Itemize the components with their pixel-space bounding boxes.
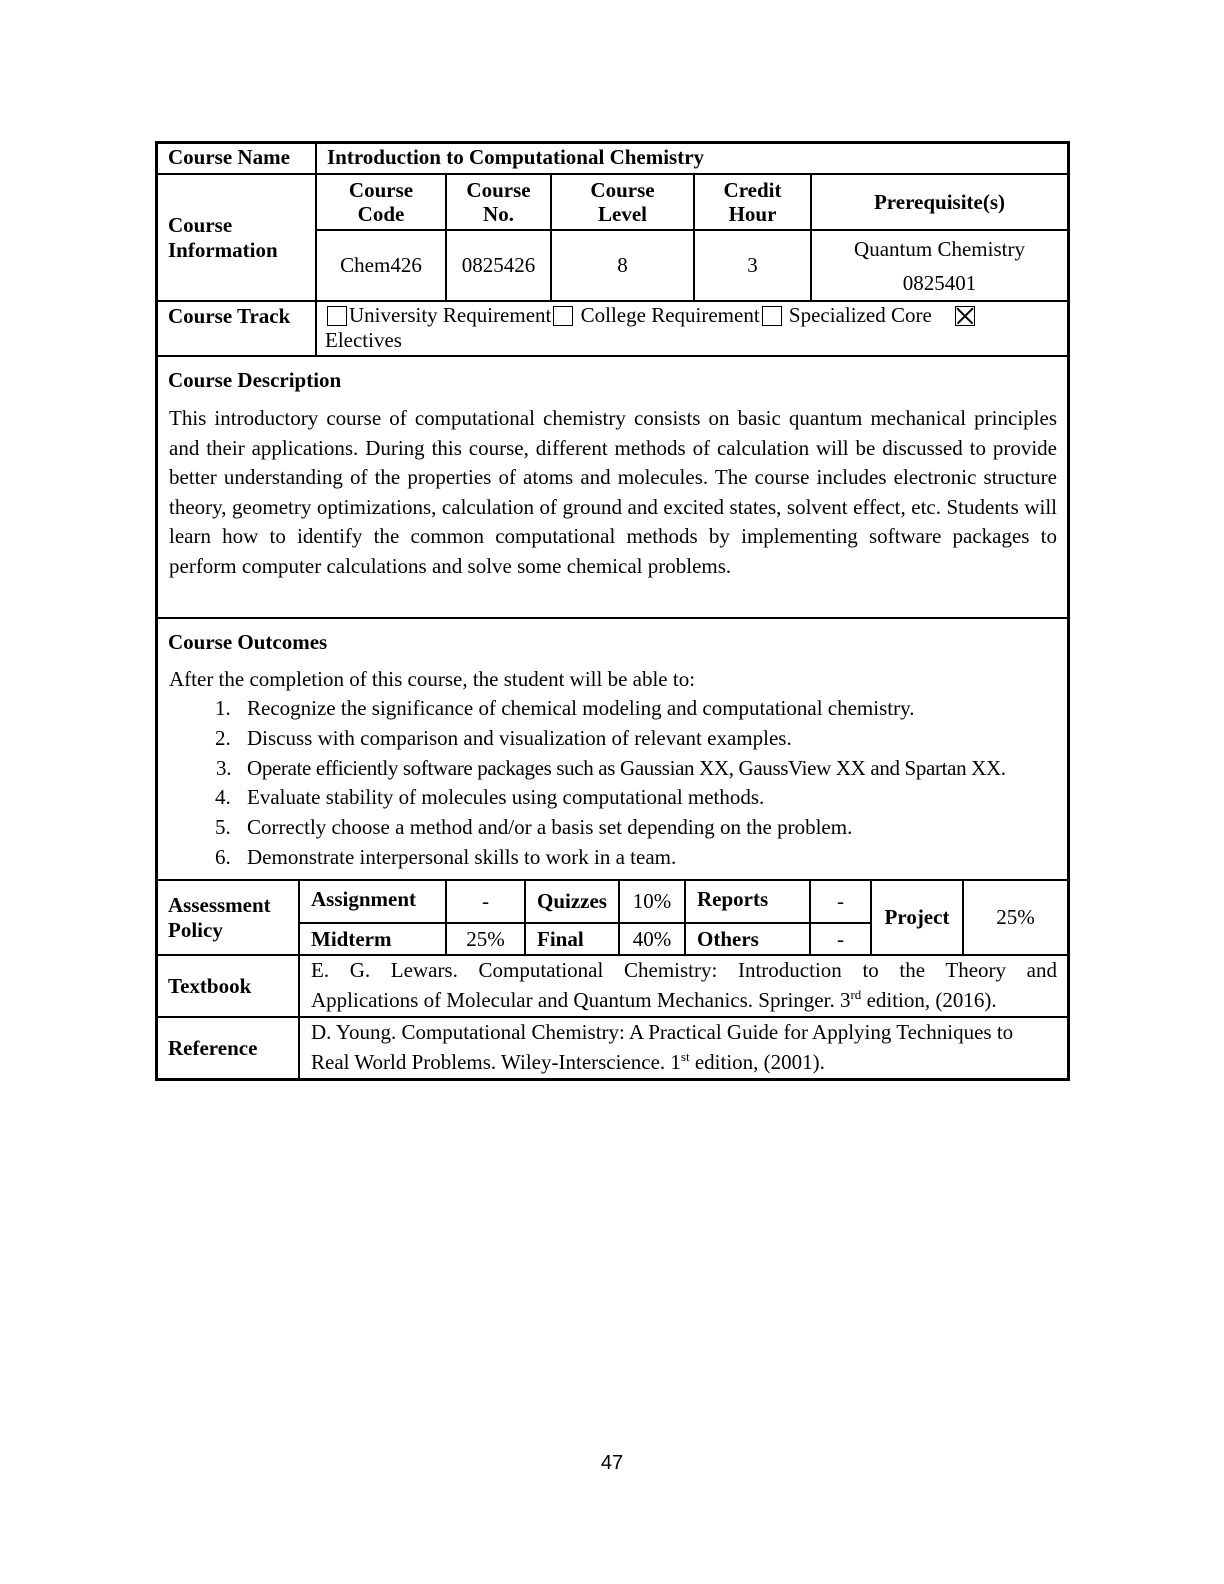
course-description-text: This introductory course of computational chemistry consists on basic quantum mechanical principles and their applications. During this course, different methods of calculation will be discussed to provide better understanding of the properties of atoms and molecules. The course includes electronic structure theory, geometry optimizations, calculation of ground and excited states, solvent effect, etc. Students will learn how to identify the common computational methods by implementing software packages to perform computer calculations and solve some chemical problems. — [169, 406, 1057, 578]
university-requirement-label: University Requirement — [349, 303, 552, 327]
outcome-item: 2. Discuss with comparison and visualization of relevant examples. — [236, 724, 1067, 754]
outcome-item: 4. Evaluate stability of molecules using computational methods. — [236, 783, 1067, 813]
textbook-line-2-text: Applications of Molecular and Quantum Mechanics. Springer. 3 — [311, 987, 851, 1012]
course-name-label: Course Name — [158, 144, 317, 173]
textbook-edition-superscript: rd — [850, 986, 862, 1002]
outcome-item: 1. Recognize the significance of chemical modeling and computational chemistry. — [236, 694, 1067, 724]
assessment-policy-row — [158, 879, 1067, 954]
reference-line-2-text: Real World Problems. Wiley-Interscience. 1 — [311, 1049, 681, 1074]
header-course-level-l2: Level — [598, 202, 647, 226]
course-description-heading: Course Description — [168, 368, 342, 392]
credit-hour-value: 3 — [695, 231, 812, 300]
reference-line-1: D. Young. Computational Chemistry: A Practical Guide for Applying Techniques to — [311, 1020, 1014, 1044]
course-outcomes-intro: After the completion of this course, the student will be able to: — [169, 667, 696, 691]
course-no-value: 0825426 — [447, 231, 552, 300]
course-info-values — [317, 231, 1067, 300]
course-outcomes-list — [158, 694, 1067, 873]
header-course-code — [317, 175, 447, 229]
midterm-value: 25% — [447, 924, 526, 954]
others-value: - — [837, 926, 844, 951]
midterm-label: Midterm — [300, 924, 447, 954]
course-info-label — [158, 175, 317, 300]
course-outcomes-heading: Course Outcomes — [168, 630, 328, 654]
prerequisite-course-name: Quantum Chemistry — [854, 236, 1025, 261]
university-requirement-checkbox[interactable] — [327, 306, 347, 326]
header-course-no-l2: No. — [483, 202, 514, 226]
assignment-value: - — [447, 881, 526, 922]
project-value: 25% — [996, 905, 1035, 929]
assessment-row-1 — [300, 881, 870, 924]
prerequisite-course-number: 0825401 — [902, 270, 977, 295]
electives-label: Electives — [325, 328, 402, 352]
course-info-label-line2: Information — [168, 237, 278, 262]
reference-label: Reference — [158, 1018, 300, 1078]
outcome-item: 5. Correctly choose a method and/or a basis set depending on the problem. — [236, 813, 1067, 843]
textbook-label: Textbook — [158, 956, 300, 1016]
final-value: 40% — [620, 924, 686, 954]
electives-checkbox-checked[interactable] — [955, 306, 975, 326]
course-track-row — [158, 300, 1067, 355]
reference-line-2 — [311, 1048, 1057, 1078]
final-label: Final — [526, 924, 620, 954]
prerequisite-value — [812, 231, 1067, 300]
course-name-value: Introduction to Computational Chemistry — [327, 145, 705, 169]
quizzes-value: 10% — [620, 881, 686, 922]
others-label: Others — [686, 924, 811, 954]
header-course-code-l1: Course — [348, 178, 414, 202]
reports-label: Reports — [686, 881, 811, 922]
header-credit-hour-l2: Hour — [728, 202, 777, 226]
college-requirement-label: College Requirement — [580, 303, 760, 327]
outcome-item: 3. Operate efficiently software packages such as Gaussian XX, GaussView XX and Spartan XX. — [236, 754, 1067, 784]
specialized-core-label: Specialized Core — [788, 303, 932, 327]
assignment-label: Assignment — [300, 881, 447, 922]
college-requirement-checkbox[interactable] — [553, 306, 573, 326]
textbook-line-2-end: edition, (2016). — [861, 987, 997, 1012]
assessment-label-line1: Assessment — [168, 892, 271, 917]
assessment-items — [300, 881, 872, 954]
specialized-core-checkbox[interactable] — [762, 306, 782, 326]
course-spec-table — [155, 141, 1070, 1081]
textbook-row — [158, 954, 1067, 1016]
header-prerequisites: Prerequisite(s) — [873, 189, 1006, 214]
header-course-no — [447, 175, 552, 229]
course-level-value: 8 — [552, 231, 695, 300]
reference-line-2-end: edition, (2001). — [689, 1049, 825, 1074]
textbook-citation — [300, 956, 1067, 1016]
course-info-headers — [317, 175, 1067, 231]
course-name-row — [158, 144, 1067, 173]
course-track-options — [317, 302, 1067, 355]
course-outcomes-section — [158, 617, 1067, 879]
assessment-grid — [300, 881, 1067, 954]
header-credit-hour — [695, 175, 812, 229]
header-course-level — [552, 175, 695, 229]
header-course-code-l2: Code — [357, 202, 405, 226]
textbook-line-2 — [311, 986, 1057, 1016]
page-number: 47 — [600, 1452, 624, 1474]
header-course-level-l1: Course — [590, 178, 655, 202]
assessment-label-line2: Policy — [168, 917, 223, 942]
project-label: Project — [872, 881, 964, 954]
quizzes-label: Quizzes — [526, 881, 620, 922]
reference-edition-superscript: st — [680, 1048, 690, 1064]
course-description-section — [158, 355, 1067, 617]
reference-citation — [300, 1018, 1067, 1078]
textbook-line-1: E. G. Lewars. Computational Chemistry: Introduction to the Theory and — [311, 958, 1057, 982]
outcome-item: 6. Demonstrate interpersonal skills to work in a team. — [236, 843, 1067, 873]
assessment-row-2 — [300, 924, 870, 954]
course-info-label-line1: Course — [168, 212, 233, 237]
header-course-no-l1: Course — [466, 178, 531, 202]
assessment-policy-label — [158, 881, 300, 954]
course-info-row — [158, 173, 1067, 300]
reference-row — [158, 1016, 1067, 1078]
reports-value: - — [837, 889, 844, 913]
course-code-value: Chem426 — [317, 231, 447, 300]
header-credit-hour-l1: Credit — [723, 178, 782, 202]
course-track-label: Course Track — [158, 302, 317, 355]
course-info-grid — [317, 175, 1067, 300]
